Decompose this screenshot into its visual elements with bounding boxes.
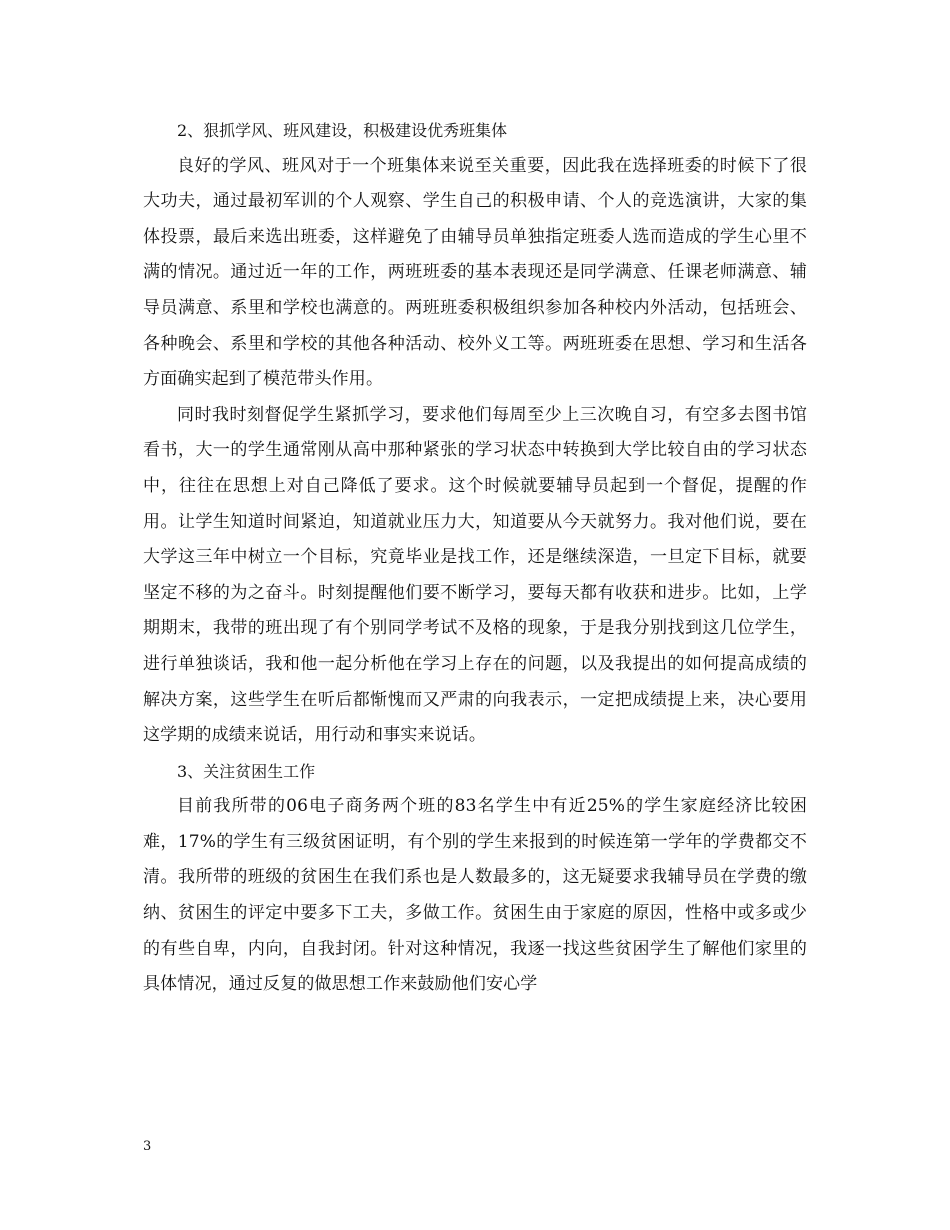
paragraph-study-supervision: 同时我时刻督促学生紧抓学习，要求他们每周至少上三次晚自习，有空多去图书馆看书，大一的学生通常刚从高中那种紧张的学习状态中转换到大学比较自由的学习状态中，往往在思想上对自己降低了要求。这个时候就要辅导员起到一个督促，提醒的作用。让学生知道时间紧迫，知道就业压力大，知道要从今天就努力。我对他们说，要在大学这三年中树立一个目标，究竟毕业是找工作，还是继续深造，一旦定下目标，就要坚定不移的为之奋斗。时刻提醒他们要不断学习，要每天都有收获和进步。比如，上学期期末，我带的班出现了有个别同学考试不及格的现象，于是我分别找到这几位学生，进行单独谈话，我和他一起分析他在学习上存在的问题，以及我提出的如何提高成绩的解决方案，这些学生在听后都惭愧而又严肃的向我表示，一定把成绩提上来，决心要用这学期的成绩来说话，用行动和事实来说话。 <box>143 404 807 746</box>
section-heading-3: 3、关注贫困生工作 <box>177 761 316 781</box>
section-heading-2: 2、狠抓学风、班风建设，积极建设优秀班集体 <box>177 121 508 140</box>
paragraph-poor-students: 目前我所带的06电子商务两个班的83名学生中有近25%的学生家庭经济比较困难，17%的学生有三级贫困证明，有个别的学生来报到的时候连第一学年的学费都交不清。我所带的班级的贫困生在我们系也是人数最多的，这无疑要求我辅导员在学费的缴纳、贫困生的评定中要多下工夫，多做工作。贫困生由于家庭的原因，性格中或多或少的有些自卑，内向，自我封闭。针对这种情况，我逐一找这些贫困学生了解他们家里的具体情况，通过反复的做思想工作来鼓励他们安心学 <box>143 796 807 995</box>
paragraph-class-committee: 良好的学风、班风对于一个班集体来说至关重要，因此我在选择班委的时候下了很大功夫，通过最初军训的个人观察、学生自己的积极申请、个人的竞选演讲，大家的集体投票，最后来选出班委，这样避免了由辅导员单独指定班委人选而造成的学生心里不满的情况。通过近一年的工作，两班班委的基本表现还是同学满意、任课老师满意、辅导员满意、系里和学校也满意的。两班班委积极组织参加各种校内外活动，包括班会、各种晚会、系里和学校的其他各种活动、校外义工等。两班班委在思想、学习和生活各方面确实起到了模范带头作用。 <box>143 155 807 390</box>
page-number: 3 <box>143 1139 152 1154</box>
document-body <box>143 113 807 1003</box>
